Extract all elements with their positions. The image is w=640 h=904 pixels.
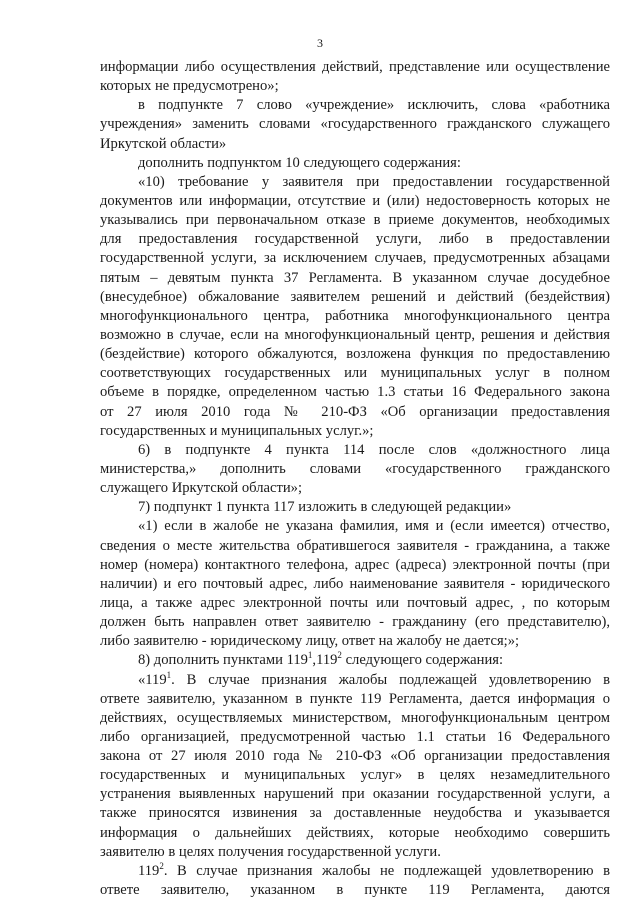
text-line: сведения о месте жительства обратившегося заявителя - гражданина, а также — [100, 537, 610, 554]
page-number: 3 — [317, 36, 323, 50]
text-line: ответе заявителю, указанном в пункте 119 Регламента, даются — [100, 882, 610, 899]
text-line: в подпункте 7 слово «учреждение» исключить, слова «работника — [138, 97, 610, 114]
text-line: государственной услуги, за исключением случаев, предусмотренных абзацами — [100, 250, 610, 267]
superscript: 1 — [166, 669, 172, 680]
text-line: учреждения» заменить словами «государственного гражданского служащего — [100, 116, 610, 133]
text-line: для предоставления государственной услуги, либо в предоставлении — [100, 231, 610, 248]
text-line: министерства,» дополнить словами «государственного гражданского — [100, 460, 610, 477]
text-line: также приносятся извинения за доставленные неудобства и указывается — [100, 805, 610, 822]
text-line: либо заявителю - юридическому лицу, ответ на жалобу не дается;»; — [100, 633, 520, 650]
text-line: закона от 27 июля 2010 года № 210-ФЗ «Об организации предоставления — [100, 748, 610, 765]
text-line: либо организацией, предусмотренной частью 1.1 статьи 16 Федерального — [100, 728, 610, 745]
text-line: дополнить подпунктом 10 следующего содержания: — [138, 154, 461, 171]
text-line: должен быть направлен ответ заявителю - гражданину (его представителю), — [100, 614, 610, 631]
text-line: возможно в случае, если на многофункциональный центр, решения и действия — [100, 326, 610, 343]
text-line: от 27 июля 2010 года № 210-ФЗ «Об организации предоставления — [100, 403, 610, 420]
text-line: пятым – девятым пункта 37 Регламента. В указанном случае досудебное — [100, 269, 610, 286]
superscript: 2 — [337, 650, 342, 661]
superscript: 1 — [307, 650, 313, 661]
text-line: соответствующих государственных или муниципальных услуг в полном — [100, 365, 610, 382]
text-line: государственных и муниципальных услуг.»; — [100, 422, 374, 439]
text-line: указывались при первоначальном отказе в приеме документов, необходимых — [100, 212, 610, 229]
text-line: Иркутской области» — [100, 135, 227, 152]
text-line: $119^2$. В случае признания жалобы не подлежащей удовлетворению в — [138, 860, 610, 879]
document-body — [100, 58, 610, 900]
text-line: которых не предусмотрено»; — [100, 78, 279, 95]
text-line: устранения выявленных нарушений при оказании государственной услуги, а — [100, 786, 610, 803]
text-line: информация о дальнейших действиях, которые необходимо совершить — [100, 824, 610, 841]
text-line: (бездействие) которого обжалуются, возложена функция по предоставлению — [100, 346, 610, 363]
text-line: действиях, осуществляемых министерством, многофункциональным центром — [100, 709, 610, 726]
text-line: 8) дополнить пунктами $119^1,119^2$ следующего содержания: — [138, 650, 504, 669]
text-line: служащего Иркутской области»; — [100, 480, 302, 497]
superscript: 2 — [159, 860, 164, 871]
text-line: заявителю в целях получения государственной услуги. — [100, 843, 441, 860]
text-line: «$119^1$. В случае признания жалобы подлежащей удовлетворению в — [138, 669, 610, 688]
text-line: документов или информации, отсутствие и (или) недостоверность которых не — [100, 192, 610, 209]
text-line: объеме в порядке, определенном частью 1.3 статьи 16 Федерального закона — [100, 384, 610, 401]
text-line: 7) подпункт 1 пункта 117 изложить в следующей редакции» — [138, 499, 512, 516]
text-line: (внесудебное) обжалование заявителем решений и действий (бездействия) — [100, 288, 610, 305]
text-line: наличии) и его почтовый адрес, либо наименование заявителя - юридического — [100, 575, 610, 592]
text-line: ответе заявителю, указанном в пункте 119 Регламента, дается информация о — [100, 690, 610, 707]
text-line: «10) требование у заявителя при предоставлении государственной — [138, 173, 610, 190]
text-line: «1) если в жалобе не указана фамилия, имя и (если имеется) отчество, — [138, 518, 610, 535]
text-line: многофункционального центра, работника многофункционального центра — [100, 307, 610, 324]
text-line: государственных и муниципальных услуг» в целях незамедлительного — [100, 767, 610, 784]
text-line: лица, а также адрес электронной почты или почтовый адрес, , по которым — [100, 594, 610, 611]
text-line: 6) в подпункте 4 пункта 114 после слов «должностного лица — [138, 441, 610, 458]
text-line: информации либо осуществления действий, представление или осуществление — [100, 59, 610, 75]
text-line: номер (номера) контактного телефона, адрес (адреса) электронной почты (при — [100, 556, 610, 573]
